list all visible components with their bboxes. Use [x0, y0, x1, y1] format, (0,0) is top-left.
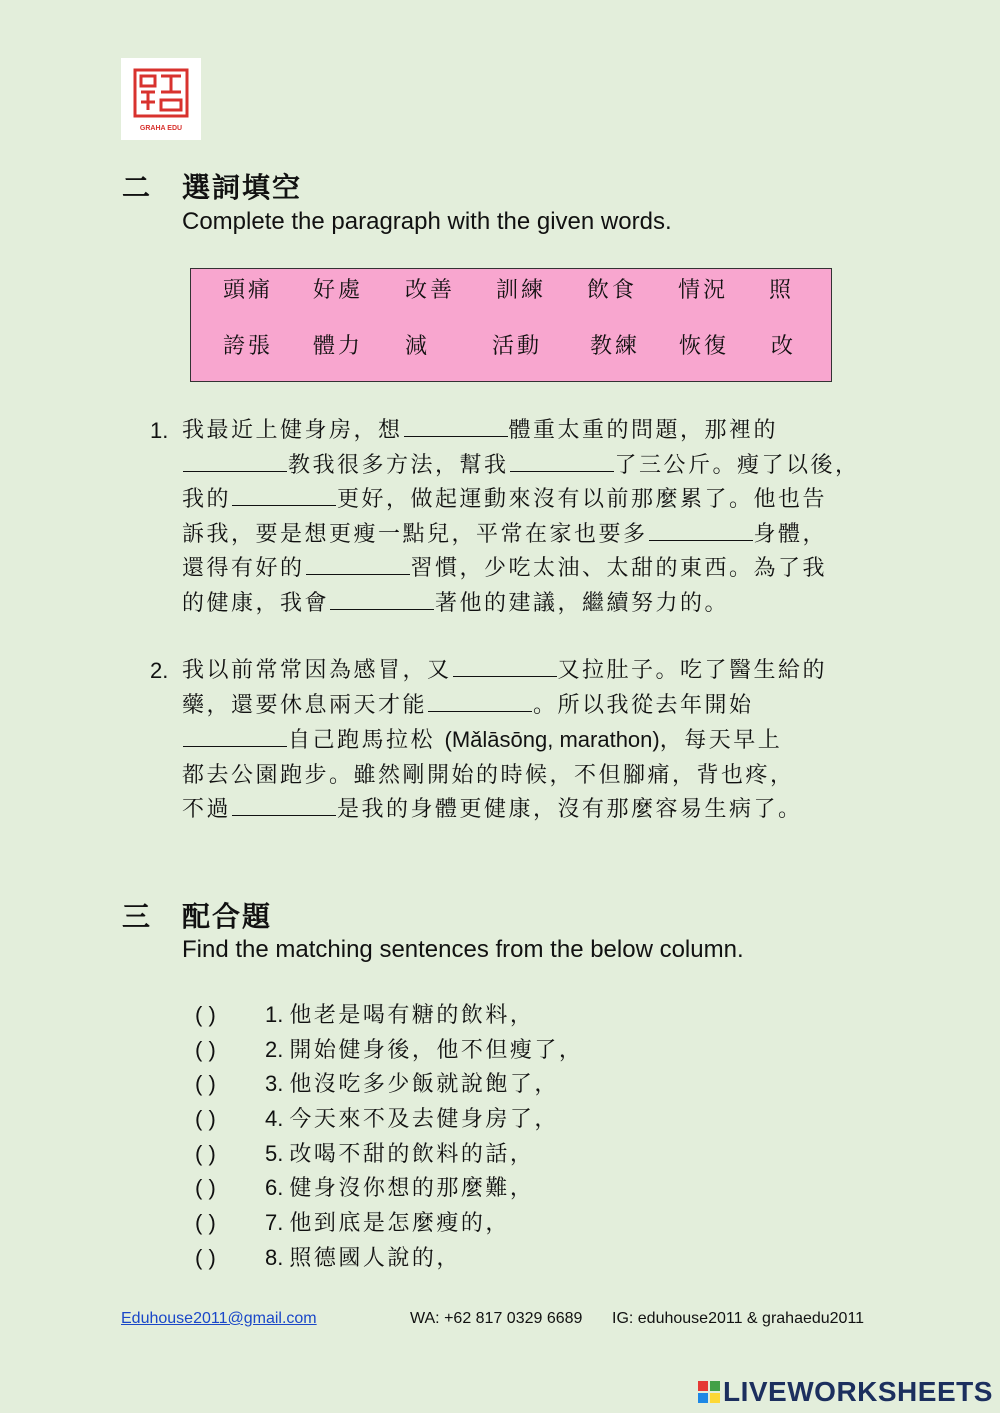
section-3-title: 配合題 — [182, 900, 273, 933]
word-bank-item: 照 — [769, 278, 795, 303]
matching-item: ( ) 8. 照德國人說的， — [195, 1245, 461, 1271]
answer-blank[interactable] — [183, 724, 287, 747]
word-bank-item: 好處 — [313, 278, 364, 303]
paragraph-line: 還得有好的 習慣，少吃太油、太甜的東西。為了我 — [182, 552, 910, 587]
whatsapp-contact: WA: +62 817 0329 6689 — [410, 1310, 583, 1327]
paragraph-line: 訴我，要是想更瘦一點兒，平常在家也要多 身體， — [182, 518, 910, 553]
matching-item: ( ) 4. 今天來不及去健身房了， — [195, 1106, 559, 1132]
paragraph-line: 不過 是我的身體更健康，沒有那麼容易生病了。 — [182, 793, 910, 828]
answer-blank[interactable] — [183, 449, 287, 472]
paragraph-1-number: 1. — [150, 418, 169, 443]
matching-item: ( ) 2. 開始健身後，他不但瘦了， — [195, 1037, 584, 1063]
paragraph-2-number: 2. — [150, 658, 169, 683]
word-bank-item: 頭痛 — [223, 278, 274, 303]
word-bank-item: 恢復 — [679, 334, 730, 359]
paragraph-line: 我的 更好，做起運動來沒有以前那麼累了。他也告 — [182, 483, 910, 518]
answer-blank[interactable] — [453, 654, 557, 677]
answer-parentheses[interactable]: ( ) — [195, 1210, 216, 1235]
paragraph-line: 的健康，我會 著他的建議，繼續努力的。 — [182, 587, 910, 622]
word-bank-item: 教練 — [590, 334, 641, 359]
liveworksheets-logo-icon — [698, 1381, 720, 1403]
paragraph-line: 我以前常常因為感冒，又 又拉肚子。吃了醫生給的 — [182, 654, 910, 689]
section-3-subtitle: Find the matching sentences from the below column. — [182, 936, 744, 963]
answer-parentheses[interactable]: ( ) — [195, 1071, 216, 1096]
word-bank-item: 誇張 — [223, 334, 274, 359]
answer-parentheses[interactable]: ( ) — [195, 1037, 216, 1062]
section-2-number: 二 — [122, 171, 153, 204]
paragraph-1 — [150, 414, 910, 621]
word-bank-item: 減 — [405, 334, 431, 359]
matching-item: ( ) 6. 健身沒你想的那麼難， — [195, 1175, 535, 1201]
section-3-number: 三 — [122, 900, 153, 933]
matching-item: ( ) 1. 他老是喝有糖的飲料， — [195, 1002, 535, 1028]
section-3-heading — [122, 895, 272, 935]
answer-blank[interactable] — [404, 414, 508, 437]
paragraph-line: 都去公園跑步。雖然剛開始的時候，不但腳痛，背也疼， — [182, 762, 795, 788]
liveworksheets-text: LIVEWORKSHEETS — [723, 1376, 993, 1407]
answer-blank[interactable] — [232, 793, 336, 816]
word-bank-item: 改善 — [405, 278, 456, 303]
answer-parentheses[interactable]: ( ) — [195, 1175, 216, 1200]
paragraph-line: 教我很多方法，幫我 了三公斤。瘦了以後， — [182, 449, 910, 484]
answer-blank[interactable] — [428, 689, 532, 712]
answer-blank[interactable] — [649, 518, 753, 541]
word-bank-item: 飲食 — [587, 278, 638, 303]
word-bank-item: 訓練 — [496, 278, 547, 303]
answer-blank[interactable] — [510, 449, 614, 472]
answer-parentheses[interactable]: ( ) — [195, 1245, 216, 1270]
answer-parentheses[interactable]: ( ) — [195, 1002, 216, 1027]
graha-edu-logo — [121, 58, 201, 140]
section-2-title: 選詞填空 — [182, 171, 303, 204]
matching-item: ( ) 7. 他到底是怎麼瘦的， — [195, 1210, 510, 1236]
word-bank-item: 體力 — [313, 334, 364, 359]
matching-item: ( ) 5. 改喝不甜的飲料的話， — [195, 1141, 535, 1167]
answer-blank[interactable] — [306, 552, 410, 575]
paragraph-line: 藥，還要休息兩天才能 。所以我從去年開始 — [182, 689, 910, 724]
contact-email-link[interactable]: Eduhouse2011@gmail.com — [121, 1310, 317, 1327]
word-bank-item: 改 — [771, 334, 797, 359]
seal-icon — [121, 58, 201, 140]
word-bank-item: 活動 — [492, 334, 543, 359]
answer-blank[interactable] — [232, 483, 336, 506]
section-2-heading — [122, 166, 302, 206]
pinyin-note: (Mǎlāsōng, marathon) — [444, 727, 660, 752]
matching-item: ( ) 3. 他沒吃多少飯就說飽了， — [195, 1071, 559, 1097]
instagram-contact: IG: eduhouse2011 & grahaedu2011 — [612, 1310, 865, 1327]
section-2-subtitle: Complete the paragraph with the given words. — [182, 208, 672, 235]
word-bank-item: 情況 — [678, 278, 729, 303]
answer-parentheses[interactable]: ( ) — [195, 1106, 216, 1131]
paragraph-2 — [150, 654, 910, 828]
svg-text:GRAHA EDU: GRAHA EDU — [139, 125, 183, 132]
paragraph-line: 我最近上健身房，想 體重太重的問題，那裡的 — [182, 414, 910, 449]
answer-blank[interactable] — [330, 587, 434, 610]
paragraph-line: 自己跑馬拉松 (Mǎlāsōng, marathon)，每天早上 — [182, 723, 910, 759]
answer-parentheses[interactable]: ( ) — [195, 1141, 216, 1166]
liveworksheets-brand[interactable] — [698, 1376, 993, 1408]
word-bank — [190, 268, 832, 382]
